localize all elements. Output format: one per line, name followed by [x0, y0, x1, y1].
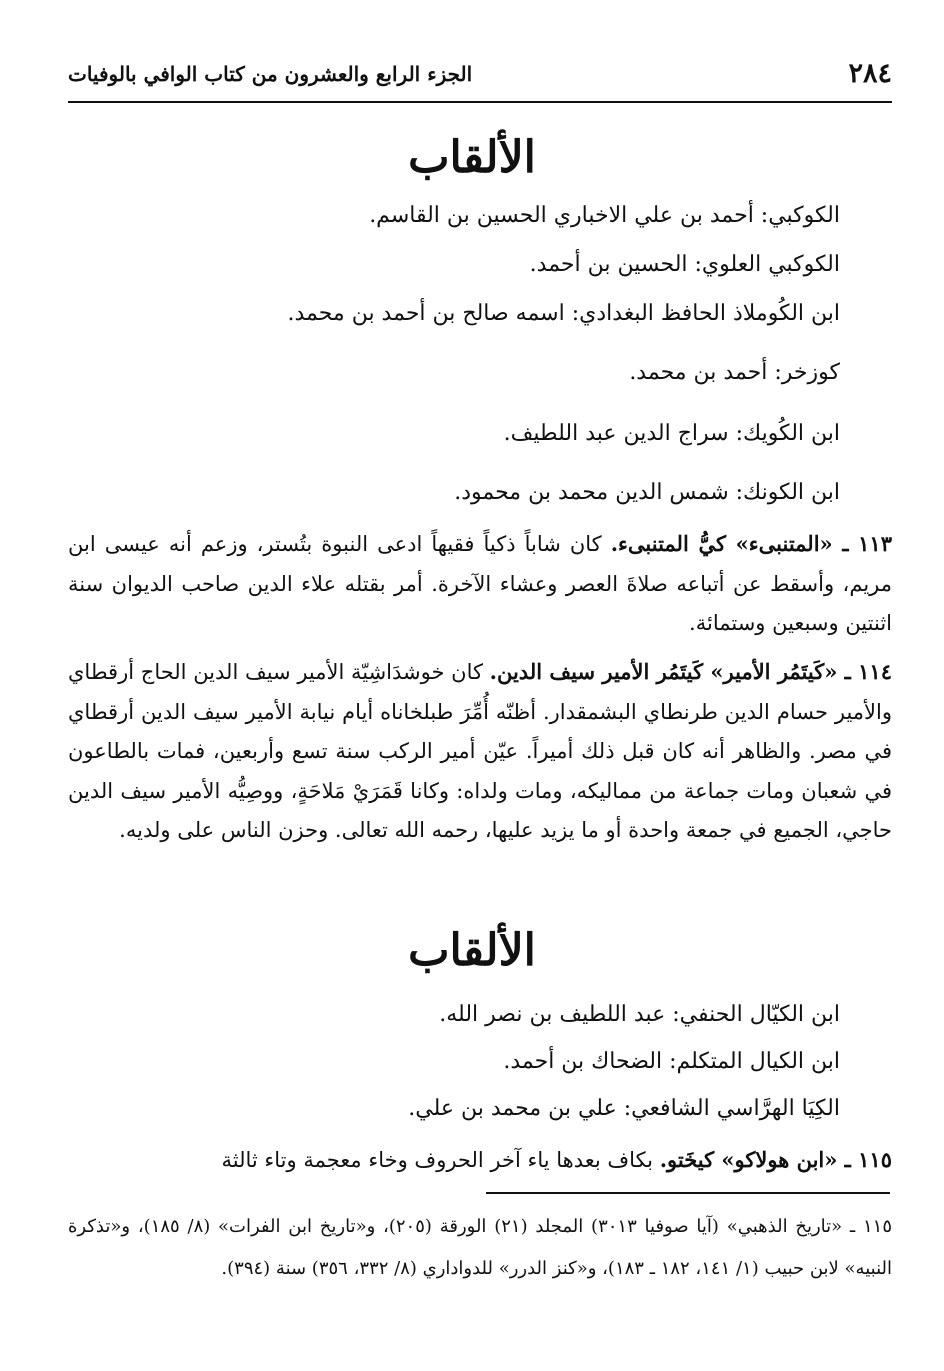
laqab-line: الكوكبي العلوي: الحسين بن أحمد. — [529, 252, 840, 277]
entry-title: ١١٥ ـ «ابن هولاكو» كيخَتو. — [659, 1147, 892, 1172]
footnote: ١١٥ ـ «تاريخ الذهبي» (آيا صوفيا ٣٠١٣) المجلد (٢١) الورقة (٢٠٥)، و«تاريخ ابن الفرات» (٨/ ١٨٥)، و«تذكرة النبيه» لابن حبيب (١/ ١٤١، ١٨٢ ـ ١٨٣)، و«كنز الدرر» للدواداري (٨/ ٣٣٢، ٣٥٦) سنة (٣٩٤). — [68, 1216, 892, 1279]
footnote-rule — [486, 1192, 890, 1194]
entry-text: كان شاباً ذكياً فقيهاً ادعى النبوة بتُستر، وزعم أنه عيسى ابن مريم، وأسقط عن أتباعه صلاةَ العصر وعشاء الآخرة. أمر بقتله علاء الدين صاحب الديوان سنة اثنتين وسبعين وستمائة. — [68, 532, 892, 635]
entry-text: كان خوشدَاشِيّة الأمير سيف الدين الحاج أرقطاي والأمير حسام الدين طرنطاي البشمقدار. أظنّه أُمِّرَ طبلخاناه أيام نيابة الأمير سيف الدين أرقطاي في مصر. والظاهر أنه كان قبل ذلك أميراً. عيّن أمير الركب سنة تسع وأربعين، فمات بالطاعون في شعبان ومات جماعة من مماليكه، ومات ولداه: وكانا قَمَرَيْ مَلاحَةٍ، ووصِيُّه الأمير سيف الدين حاجي، الجميع في جمعة واحدة أو ما يزيد عليها، رحمه الله تعالى. وحزن الناس على ولديه. — [68, 660, 892, 842]
page-number: ٢٨٤ — [848, 58, 892, 89]
entry-text: بكاف بعدها ياء آخر الحروف وخاء معجمة وتاء ثالثة — [221, 1148, 660, 1172]
entry-title: ١١٣ ـ «المتنبىء» كيُّ المتنبىء. — [610, 531, 892, 556]
laqab-line: ابن الكونك: شمس الدين محمد بن محمود. — [454, 480, 840, 505]
laqab-line: ابن الكيّال الحنفي: عبد اللطيف بن نصر الله. — [439, 1002, 840, 1027]
section-heading-alqab: الألقاب — [408, 132, 536, 183]
laqab-line: ابن الكُوملاذ الحافظ البغدادي: اسمه صالح بن أحمد بن محمد. — [287, 301, 840, 326]
section-heading-alqab: الألقاب — [408, 925, 536, 976]
running-title: الجزء الرابع والعشرون من كتاب الوافي بالوفيات — [68, 62, 473, 86]
laqab-line: ابن الكيال المتكلم: الضحاك بن أحمد. — [503, 1049, 840, 1074]
laqab-line: كوزخر: أحمد بن محمد. — [629, 360, 840, 385]
biography-entry-114 — [68, 652, 892, 851]
biography-entry-115 — [68, 1140, 892, 1181]
laqab-line: الكوكبي: أحمد بن علي الاخباري الحسين بن القاسم. — [369, 203, 840, 228]
entry-title: ١١٤ ـ «كَيتَمُر الأمير» كَيتَمُر الأمير سيف الدين. — [489, 659, 892, 684]
page-header — [68, 58, 892, 98]
laqab-line: ابن الكُويك: سراج الدين عبد اللطيف. — [503, 421, 840, 446]
laqab-line: الكِيَا الهرَّاسي الشافعي: علي بن محمد بن علي. — [408, 1096, 840, 1121]
biography-entry-113 — [68, 524, 892, 644]
header-rule — [68, 101, 892, 103]
